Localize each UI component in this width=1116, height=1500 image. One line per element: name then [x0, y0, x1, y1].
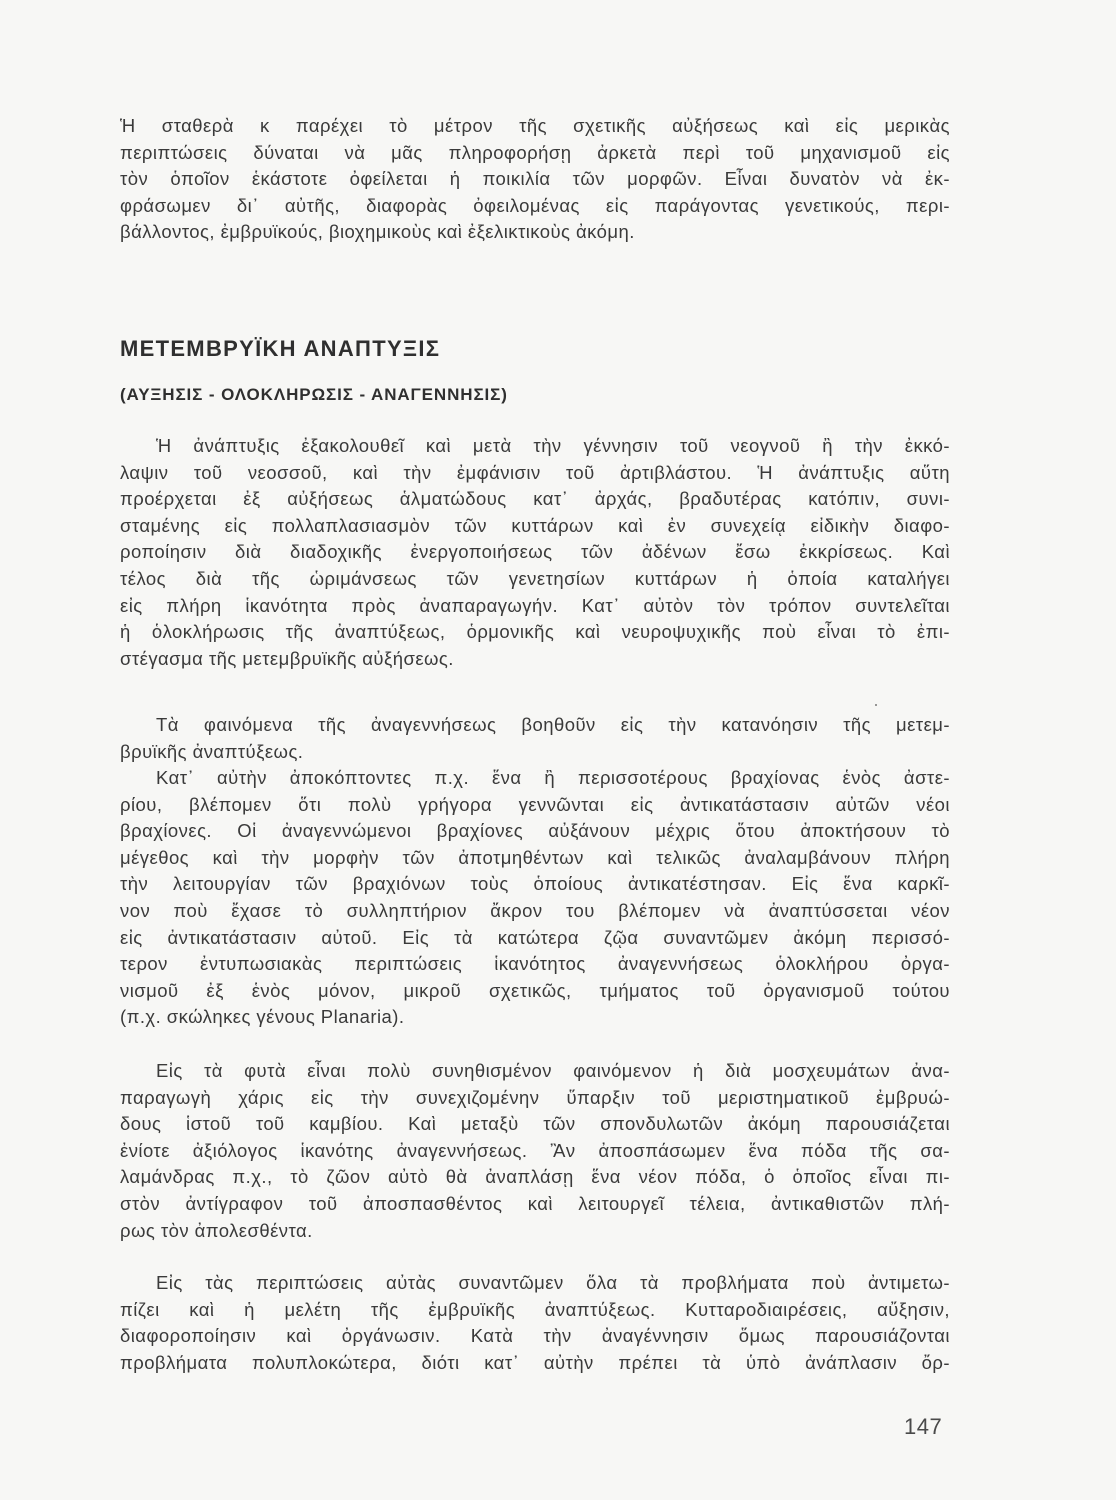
- text-line: Τὰ φαινόμενα τῆς ἀναγεννήσεως βοηθοῦν εἰς τὴν κατανόησιν τῆς μετεμ-: [156, 714, 950, 735]
- text-line: (π.χ. σκώληκες γένους Planaria).: [120, 1006, 405, 1028]
- paragraph: [120, 765, 950, 1031]
- print-speck: [875, 704, 877, 706]
- paragraph: [120, 1058, 950, 1244]
- text-line: Εἰς τὰς περιπτώσεις αὐτὰς συναντῶμεν ὅλα τὰ προβλήματα ποὺ ἀντιμετω-: [156, 1272, 950, 1293]
- text-line: δους ἱστοῦ τοῦ καμβίου. Καὶ μεταξὺ τῶν σπονδυλωτῶν ἀκόμη παρουσιάζεται: [120, 1113, 950, 1135]
- text-line: εἰς πλήρη ἱκανότητα πρὸς ἀναπαραγωγήν. Κατ᾽ αὐτὸν τὸν τρόπον συντελεῖται: [120, 594, 950, 616]
- text-line: διαφοροποίησιν καὶ ὀργάνωσιν. Κατὰ τὴν ἀναγέννησιν ὅμως παρουσιάζονται: [120, 1325, 950, 1347]
- text-line: εἰς ἀντικατάστασιν αὐτοῦ. Εἰς τὰ κατώτερα ζῷα συναντῶμεν ἀκόμη περισσό-: [120, 926, 950, 948]
- text-line: προβλήματα πολυπλοκώτερα, διότι κατ᾽ αὐτὴν πρέπει τὰ ὑπὸ ἀνάπλασιν ὄρ-: [120, 1351, 950, 1373]
- text-line: μέγεθος καὶ τὴν μορφὴν τῶν ἀποτμηθέντων καὶ τελικῶς ἀναλαμβάνουν πλήρη: [120, 846, 950, 868]
- intro-paragraph: [120, 113, 950, 246]
- text-line: στέγασμα τῆς μετεμβρυϊκῆς αὐξήσεως.: [120, 647, 454, 669]
- text-line: ροποίησιν διὰ διαδοχικῆς ἐνεργοποιήσεως τῶν ἀδένων ἔσω ἐκκρίσεως. Καὶ: [120, 541, 950, 563]
- text-line: σταμένης εἰς πολλαπλασιασμὸν τῶν κυττάρων καὶ ἐν συνεχείᾳ εἰδικὴν διαφο-: [120, 514, 950, 536]
- text-line: παραγωγὴ χάρις εἰς τὴν συνεχιζομένην ὕπαρξιν τοῦ μεριστηματικοῦ ἐμβρυώ-: [120, 1086, 950, 1108]
- paragraph: [120, 1270, 950, 1376]
- section-heading: ΜΕΤΕΜΒΡΥΪΚΗ ΑΝΑΠΤΥΞΙΣ: [120, 336, 441, 361]
- text-line: τέλος διὰ τῆς ὡριμάνσεως τῶν γενετησίων κυττάρων ἡ ὁποία καταλήγει: [120, 567, 950, 589]
- text-line: νον ποὺ ἔχασε τὸ συλληπτήριον ἄκρον του βλέπομεν νὰ ἀναπτύσσεται νέον: [120, 899, 950, 921]
- text-line: περιπτώσεις δύναται νὰ μᾶς πληροφορήσῃ ἀρκετὰ περὶ τοῦ μηχανισμοῦ εἰς: [120, 141, 950, 163]
- text-line: Κατ᾽ αὐτὴν ἀποκόπτοντες π.χ. ἕνα ἢ περισσοτέρους βραχίονας ἑνὸς ἀστε-: [156, 767, 950, 788]
- text-line: τερον ἐντυπωσιακὰς περιπτώσεις ἱκανότητος ἀναγεννήσεως ὁλοκλήρου ὀργα-: [120, 953, 950, 975]
- text-line: λαμάνδρας π.χ., τὸ ζῶον αὐτὸ θὰ ἀναπλάσῃ ἕνα νέον πόδα, ὁ ὁποῖος εἶναι πι-: [120, 1166, 950, 1188]
- page-number: 147: [904, 1414, 943, 1439]
- text-line: φράσωμεν δι᾽ αὐτῆς, διαφορὰς ὀφειλομένας εἰς παράγοντας γενετικούς, περι-: [120, 194, 950, 216]
- text-line: τὴν λειτουργίαν τῶν βραχιόνων τοὺς ὁποίους ἀντικατέστησαν. Εἰς ἕνα καρκῖ-: [120, 873, 950, 895]
- text-line: προέρχεται ἐξ αὐξήσεως ἁλματώδους κατ᾽ ἀρχάς, βραδυτέρας κατόπιν, συνι-: [120, 488, 950, 510]
- text-line: Εἰς τὰ φυτὰ εἶναι πολὺ συνηθισμένον φαινόμενον ἡ διὰ μοσχευμάτων ἀνα-: [156, 1060, 950, 1081]
- text-line: ἐνίοτε ἀξιόλογος ἱκανότης ἀναγεννήσεως. Ἂν ἀποσπάσωμεν ἕνα πόδα τῆς σα-: [120, 1139, 950, 1161]
- text-line: βάλλοντος, ἐμβρυϊκούς, βιοχημικοὺς καὶ ἐξελικτικοὺς ἀκόμη.: [120, 221, 635, 243]
- text-line: νισμοῦ ἐξ ἑνὸς μόνον, μικροῦ σχετικῶς, τμήματος τοῦ ὀργανισμοῦ τούτου: [120, 979, 950, 1001]
- paragraph: [120, 433, 950, 672]
- text-line: βραχίονες. Οἱ ἀναγεννώμενοι βραχίονες αὐξάνουν μέχρις ὅτου ἀποκτήσουν τὸ: [120, 820, 950, 842]
- text-line: λαψιν τοῦ νεοσσοῦ, καὶ τὴν ἐμφάνισιν τοῦ ἀρτιβλάστου. Ἡ ἀνάπτυξις αὕτη: [120, 461, 950, 483]
- text-line: ρως τὸν ἀπολεσθέντα.: [120, 1219, 313, 1241]
- text-line: ρίου, βλέπομεν ὅτι πολὺ γρήγορα γεννῶνται εἰς ἀντικατάστασιν αὐτῶν νέοι: [120, 793, 950, 815]
- text-line: τὸν ὁποῖον ἑκάστοτε ὀφείλεται ἡ ποικιλία τῶν μορφῶν. Εἶναι δυνατὸν νὰ ἐκ-: [120, 168, 950, 190]
- text-line: στὸν ἀντίγραφον τοῦ ἀποσπασθέντος καὶ λειτουργεῖ τέλεια, ἀντικαθιστῶν πλή-: [120, 1192, 950, 1214]
- paragraph: [120, 712, 950, 765]
- text-line: πίζει καὶ ἡ μελέτη τῆς ἐμβρυϊκῆς ἀναπτύξεως. Κυτταροδιαιρέσεις, αὔξησιν,: [120, 1298, 950, 1320]
- text-line: Ἡ σταθερὰ κ παρέχει τὸ μέτρον τῆς σχετικῆς αὐξήσεως καὶ εἰς μερικὰς: [120, 115, 950, 136]
- section-subheading: (ΑΥΞΗΣΙΣ - ΟΛΟΚΛΗΡΩΣΙΣ - ΑΝΑΓΕΝΝΗΣΙΣ): [120, 385, 508, 404]
- text-line: Ἡ ἀνάπτυξις ἐξακολουθεῖ καὶ μετὰ τὴν γέννησιν τοῦ νεογνοῦ ἢ τὴν ἐκκό-: [156, 435, 950, 456]
- text-line: ἡ ὁλοκλήρωσις τῆς ἀναπτύξεως, ὁρμονικῆς καὶ νευροψυχικῆς ποὺ εἶναι τὸ ἐπι-: [120, 621, 950, 643]
- text-line: βρυϊκῆς ἀναπτύξεως.: [120, 740, 304, 762]
